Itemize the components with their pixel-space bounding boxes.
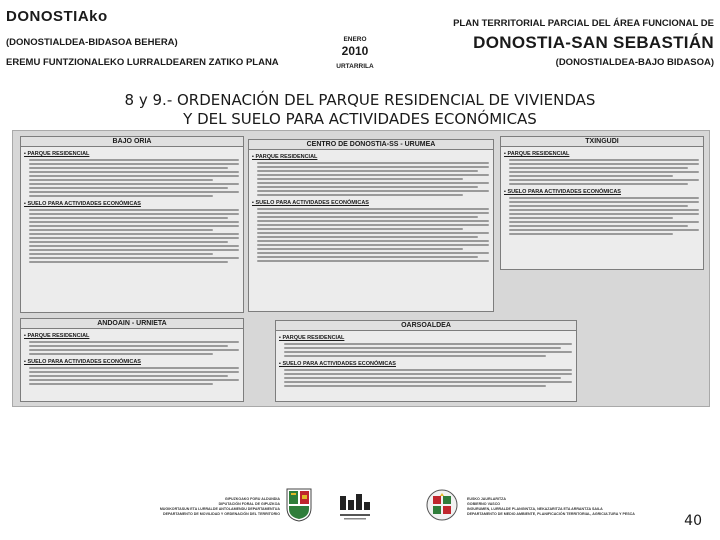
text-line bbox=[29, 253, 213, 255]
text-line bbox=[29, 237, 239, 239]
text-line bbox=[509, 179, 699, 181]
text-line bbox=[257, 260, 489, 262]
text-line bbox=[29, 229, 213, 231]
text-line bbox=[29, 179, 213, 181]
year-label: 2010 bbox=[341, 44, 369, 58]
text-line bbox=[29, 367, 239, 369]
panel-title: CENTRO DE DONOSTIA-SS - URUMEA bbox=[249, 140, 493, 150]
text-line bbox=[29, 159, 239, 161]
basque-government-emblem-icon bbox=[425, 488, 459, 522]
title-line-1: 8 y 9.- ORDENACIÓN DEL PARQUE RESIDENCIAL DE VIVIENDAS bbox=[124, 91, 596, 109]
section-heading: ▪ SUELO PARA ACTIVIDADES ECONÓMICAS bbox=[24, 201, 240, 207]
text-line bbox=[257, 162, 489, 164]
text-line bbox=[509, 201, 699, 203]
text-line bbox=[257, 190, 489, 192]
right-line-3: (DONOSTIALDEA-BAJO BIDASOA) bbox=[555, 57, 714, 68]
header-left bbox=[6, 8, 279, 68]
text-line bbox=[284, 351, 572, 353]
text-line bbox=[509, 225, 688, 227]
section-heading: ▪ SUELO PARA ACTIVIDADES ECONÓMICAS bbox=[504, 189, 700, 195]
panel-donostia bbox=[248, 139, 494, 312]
text-line bbox=[509, 221, 699, 223]
text-line bbox=[284, 355, 546, 357]
text-line bbox=[257, 166, 489, 168]
section-heading: ▪ PARQUE RESIDENCIAL bbox=[24, 333, 240, 339]
text-line bbox=[509, 197, 699, 199]
text-line bbox=[29, 175, 239, 177]
text-line bbox=[257, 220, 489, 222]
text-line bbox=[29, 163, 239, 165]
left-subtitle-2: EREMU FUNTZIONALEKO LURRALDEAREN ZATIKO PLANA bbox=[6, 57, 279, 68]
page-title bbox=[0, 91, 720, 129]
text-line bbox=[257, 178, 463, 180]
text-line bbox=[257, 194, 463, 196]
left-title: DONOSTIAko bbox=[6, 8, 108, 25]
right-line-2: DONOSTIA-SAN SEBASTIÁN bbox=[473, 33, 714, 52]
footer-left-text: GIPUZKOAKO FORU ALDUNDIA DIPUTACIÓN FORAL DE GIPUZKOA MUGIKORTASUN ETA LURRALDE ANTOLAMENDU DEPARTAMENTUA DEPARTAMENTO DE MOVILIDAD Y ORDENACIÓN DEL TERRITORIO bbox=[159, 497, 280, 516]
text-line bbox=[29, 213, 239, 215]
section-heading: ▪ PARQUE RESIDENCIAL bbox=[24, 151, 240, 157]
text-line bbox=[509, 183, 688, 185]
text-line bbox=[284, 347, 561, 349]
text-line bbox=[29, 249, 239, 251]
panel-title: BAJO ORIA bbox=[21, 137, 243, 147]
text-line bbox=[29, 225, 239, 227]
section-heading: ▪ PARQUE RESIDENCIAL bbox=[252, 154, 490, 160]
month-label: ENERO bbox=[343, 36, 367, 43]
text-line bbox=[29, 261, 228, 263]
text-line bbox=[509, 175, 673, 177]
text-line bbox=[284, 381, 572, 383]
text-line bbox=[509, 209, 699, 211]
text-line bbox=[509, 213, 699, 215]
text-line bbox=[29, 383, 213, 385]
text-line bbox=[509, 163, 699, 165]
text-line bbox=[257, 256, 478, 258]
text-line bbox=[29, 371, 239, 373]
section-heading: ▪ PARQUE RESIDENCIAL bbox=[504, 151, 700, 157]
text-line bbox=[509, 167, 688, 169]
header-date bbox=[330, 36, 380, 70]
panel-txingudi bbox=[500, 136, 704, 270]
text-line bbox=[257, 244, 489, 246]
text-line bbox=[284, 377, 561, 379]
text-line bbox=[29, 195, 213, 197]
header-right bbox=[453, 18, 714, 68]
text-line bbox=[257, 228, 463, 230]
text-line bbox=[257, 174, 489, 176]
text-line bbox=[257, 170, 478, 172]
text-line bbox=[29, 245, 239, 247]
text-line bbox=[509, 159, 699, 161]
text-line bbox=[284, 373, 572, 375]
text-line bbox=[509, 229, 699, 231]
section-heading: ▪ SUELO PARA ACTIVIDADES ECONÓMICAS bbox=[24, 359, 240, 365]
text-line bbox=[29, 341, 239, 343]
section-heading: ▪ SUELO PARA ACTIVIDADES ECONÓMICAS bbox=[279, 361, 573, 367]
section-heading: ▪ SUELO PARA ACTIVIDADES ECONÓMICAS bbox=[252, 200, 490, 206]
text-line bbox=[257, 212, 489, 214]
text-line bbox=[257, 240, 489, 242]
panel-title: ANDOAIN - URNIETA bbox=[21, 319, 243, 329]
text-line bbox=[284, 385, 546, 387]
right-line-1: PLAN TERRITORIAL PARCIAL DEL ÁREA FUNCIONAL DE bbox=[453, 18, 714, 29]
text-line bbox=[29, 187, 228, 189]
text-line bbox=[29, 183, 239, 185]
text-line bbox=[257, 216, 478, 218]
panel-bajo-oria bbox=[20, 136, 244, 313]
panel-title: TXINGUDI bbox=[501, 137, 703, 147]
text-line bbox=[29, 233, 239, 235]
section-heading: ▪ PARQUE RESIDENCIAL bbox=[279, 335, 573, 341]
panel-andoain bbox=[20, 318, 244, 402]
text-line bbox=[29, 191, 239, 193]
text-line bbox=[257, 182, 489, 184]
text-line bbox=[257, 186, 478, 188]
text-line bbox=[257, 236, 478, 238]
center-logo-icon bbox=[336, 492, 376, 522]
text-line bbox=[257, 208, 489, 210]
text-line bbox=[257, 232, 489, 234]
text-line bbox=[29, 345, 228, 347]
title-line-2: Y DEL SUELO PARA ACTIVIDADES ECONÓMICAS bbox=[183, 110, 537, 128]
text-line bbox=[29, 375, 228, 377]
text-line bbox=[257, 224, 489, 226]
text-line bbox=[284, 369, 572, 371]
page-number: 40 bbox=[684, 513, 702, 529]
text-line bbox=[29, 241, 228, 243]
text-line bbox=[29, 217, 228, 219]
text-line bbox=[257, 252, 489, 254]
text-line bbox=[29, 353, 213, 355]
panel-title: OARSOALDEA bbox=[276, 321, 576, 331]
left-subtitle-1: (DONOSTIALDEA-BIDASOA BEHERA) bbox=[6, 37, 178, 48]
text-line bbox=[509, 171, 699, 173]
text-line bbox=[509, 205, 688, 207]
footer-right-text: EUSKO JAURLARITZA GOBIERNO VASCO INGURUMEN, LURRALDE PLANGINTZA, NEKAZARITZA ETA ARRANTZA SAILA DEPARTAMENTO DE MEDIO AMBIENTE, PLANIFICACIÓN TERRITORIAL, AGRICULTURA Y PESCA bbox=[467, 497, 635, 516]
text-line bbox=[29, 171, 239, 173]
text-line bbox=[29, 167, 228, 169]
panel-oarsoaldea bbox=[275, 320, 577, 402]
status-label: URTARRILA bbox=[336, 63, 374, 70]
text-line bbox=[257, 248, 463, 250]
text-line bbox=[29, 379, 239, 381]
text-line bbox=[509, 233, 673, 235]
text-line bbox=[509, 217, 673, 219]
text-line bbox=[29, 349, 239, 351]
text-line bbox=[29, 221, 239, 223]
gipuzkoa-shield-icon bbox=[286, 488, 312, 522]
text-line bbox=[29, 257, 239, 259]
text-line bbox=[284, 343, 572, 345]
text-line bbox=[29, 209, 239, 211]
